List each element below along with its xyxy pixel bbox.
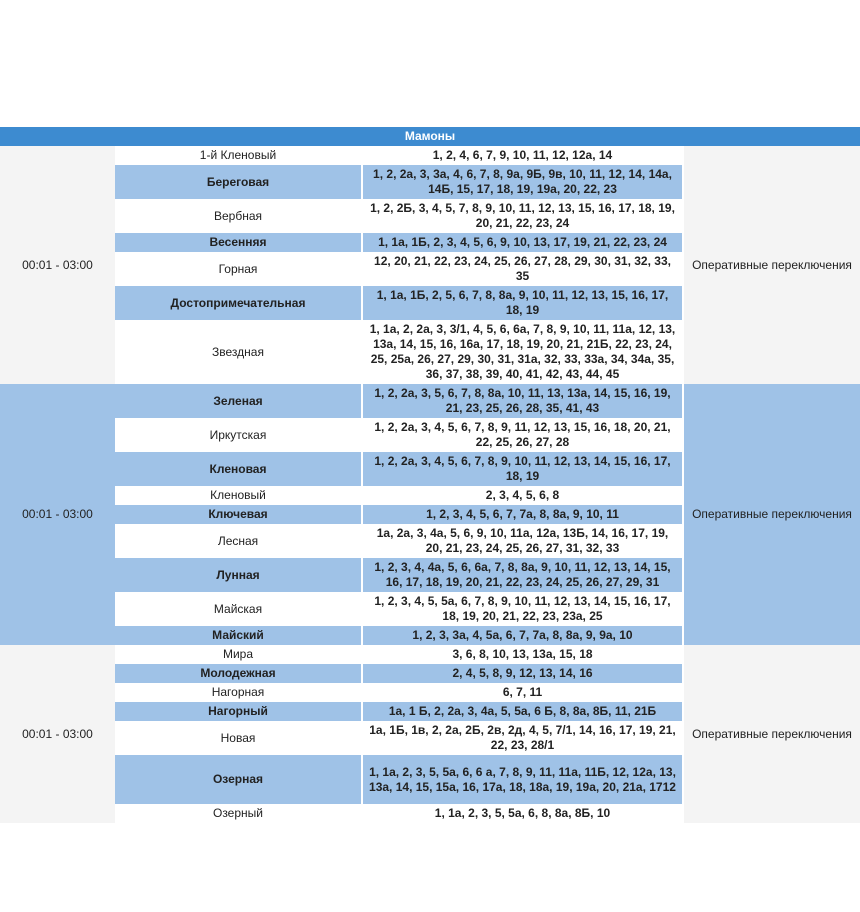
street-name: Озерная (115, 755, 362, 804)
street-name: 1-й Кленовый (115, 146, 362, 165)
street-name: Молодежная (115, 664, 362, 683)
house-numbers: 1, 2, 3, 4, 4а, 5, 6, 6а, 7, 8, 8а, 9, 10, 11, 12, 13, 14, 15, 16, 17, 18, 19, 20, 21, 22, 23, 24, 25, 26, 27, 29, 31 (362, 558, 683, 592)
house-numbers: 1, 2, 2а, 3, 4, 5, 6, 7, 8, 9, 10, 11, 12, 13, 14, 15, 16, 17, 18, 19 (362, 452, 683, 486)
street-name: Зеленая (115, 384, 362, 418)
street-name: Лунная (115, 558, 362, 592)
house-numbers: 1, 2, 2а, 3, 5, 6, 7, 8, 8а, 10, 11, 13, 13а, 14, 15, 16, 19, 21, 23, 25, 26, 28, 35, 41, 43 (362, 384, 683, 418)
house-numbers: 1, 1а, 1Б, 2, 3, 4, 5, 6, 9, 10, 13, 17, 19, 21, 22, 23, 24 (362, 233, 683, 252)
street-name: Озерный (115, 804, 362, 823)
street-name: Нагорный (115, 702, 362, 721)
house-numbers: 1, 2, 4, 6, 7, 9, 10, 11, 12, 12а, 14 (362, 146, 683, 165)
street-name: Кленовая (115, 452, 362, 486)
house-numbers: 1, 2, 2Б, 3, 4, 5, 7, 8, 9, 10, 11, 12, 13, 15, 16, 17, 18, 19, 20, 21, 22, 23, 24 (362, 199, 683, 233)
house-numbers: 3, 6, 8, 10, 13, 13а, 15, 18 (362, 645, 683, 664)
house-numbers: 1, 2, 2а, 3, 4, 5, 6, 7, 8, 9, 11, 12, 13, 15, 16, 18, 20, 21, 22, 25, 26, 27, 28 (362, 418, 683, 452)
house-numbers: 1, 1а, 2, 3, 5, 5а, 6, 8, 8а, 8Б, 10 (362, 804, 683, 823)
house-numbers: 1, 1а, 2, 2а, 3, 3/1, 4, 5, 6, 6а, 7, 8, 9, 10, 11, 11а, 12, 13, 13а, 14, 15, 16, 16а, 17, 18, 19, 20, 21, 21Б, 22, 23, 24, 25, 25а, 26, 27, 29, 30, 31, 31а, 32, 33, 33а, 34, 34а, 35, 36, 37, 38, 39, 40, 41, 42, 43, 44, 45 (362, 320, 683, 384)
house-numbers: 1, 2, 3, 4, 5, 5а, 6, 7, 8, 9, 10, 11, 12, 13, 14, 15, 16, 17, 18, 19, 20, 21, 22, 23, 23а, 25 (362, 592, 683, 626)
street-name: Горная (115, 252, 362, 286)
street-name: Майский (115, 626, 362, 645)
street-name: Звездная (115, 320, 362, 384)
street-name: Лесная (115, 524, 362, 558)
outage-reason: Оперативные переключения (683, 645, 860, 823)
outage-reason: Оперативные переключения (683, 146, 860, 384)
street-name: Достопримечательная (115, 286, 362, 320)
outage-schedule (0, 127, 860, 823)
time-range: 00:01 - 03:00 (0, 384, 115, 645)
street-name: Майская (115, 592, 362, 626)
street-name: Весенняя (115, 233, 362, 252)
street-name: Иркутская (115, 418, 362, 452)
house-numbers: 1, 1а, 2, 3, 5, 5а, 6, 6 а, 7, 8, 9, 11, 11а, 11Б, 12, 12а, 13, 13а, 14, 15, 15а, 16, 17а, 18, 18а, 19, 19а, 20, 21а, 1712 (362, 755, 683, 804)
outage-reason: Оперативные переключения (683, 384, 860, 645)
house-numbers: 1, 1а, 1Б, 2, 5, 6, 7, 8, 8а, 9, 10, 11, 12, 13, 15, 16, 17, 18, 19 (362, 286, 683, 320)
house-numbers: 12, 20, 21, 22, 23, 24, 25, 26, 27, 28, 29, 30, 31, 32, 33, 35 (362, 252, 683, 286)
street-name: Кленовый (115, 486, 362, 505)
street-name: Нагорная (115, 683, 362, 702)
house-numbers: 6, 7, 11 (362, 683, 683, 702)
house-numbers: 1, 2, 3, 4, 5, 6, 7, 7а, 8, 8а, 9, 10, 11 (362, 505, 683, 524)
street-name: Береговая (115, 165, 362, 199)
house-numbers: 1, 2, 3, 3а, 4, 5а, 6, 7, 7а, 8, 8а, 9, 9а, 10 (362, 626, 683, 645)
table-row (0, 645, 860, 664)
table-row (0, 146, 860, 165)
street-name: Вербная (115, 199, 362, 233)
house-numbers: 1, 2, 2а, 3, 3а, 4, 6, 7, 8, 9а, 9Б, 9в, 10, 11, 12, 14, 14а, 14Б, 15, 17, 18, 19, 19а, 20, 22, 23 (362, 165, 683, 199)
time-range: 00:01 - 03:00 (0, 146, 115, 384)
house-numbers: 1а, 1Б, 1в, 2, 2а, 2Б, 2в, 2д, 4, 5, 7/1, 14, 16, 17, 19, 21, 22, 23, 28/1 (362, 721, 683, 755)
locality-header: Мамоны (0, 127, 860, 146)
house-numbers: 1а, 2а, 3, 4а, 5, 6, 9, 10, 11а, 12а, 13Б, 14, 16, 17, 19, 20, 21, 23, 24, 25, 26, 27, 31, 32, 33 (362, 524, 683, 558)
table-row (0, 384, 860, 418)
street-name: Новая (115, 721, 362, 755)
street-name: Мира (115, 645, 362, 664)
schedule-table (0, 146, 860, 823)
house-numbers: 1а, 1 Б, 2, 2а, 3, 4а, 5, 5а, 6 Б, 8, 8а, 8Б, 11, 21Б (362, 702, 683, 721)
house-numbers: 2, 4, 5, 8, 9, 12, 13, 14, 16 (362, 664, 683, 683)
house-numbers: 2, 3, 4, 5, 6, 8 (362, 486, 683, 505)
time-range: 00:01 - 03:00 (0, 645, 115, 823)
street-name: Ключевая (115, 505, 362, 524)
